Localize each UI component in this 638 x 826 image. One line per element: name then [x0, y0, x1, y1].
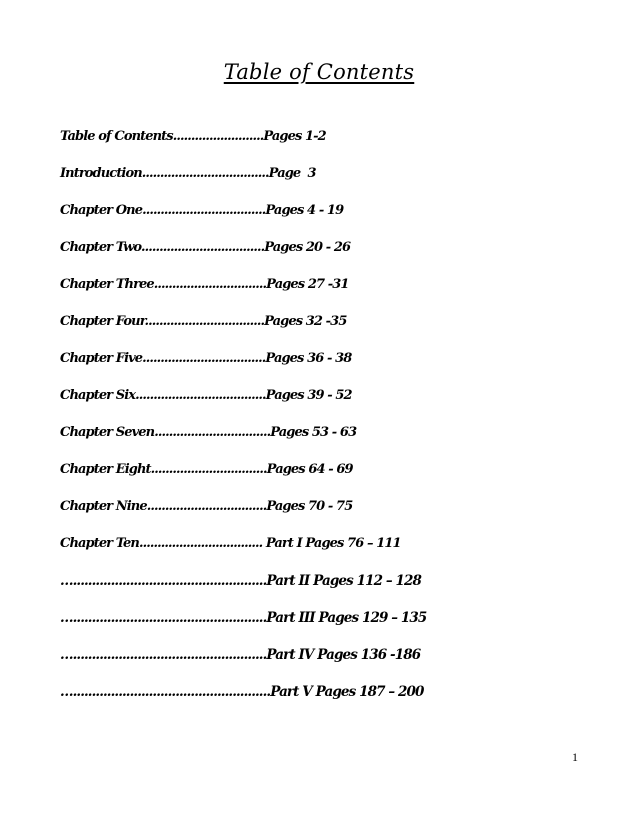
toc-entry-chapter-six: Chapter Six....................................Pages 39 - 52	[60, 388, 352, 403]
toc-entry-introduction: Introduction...................................Page 3	[60, 166, 316, 181]
toc-entry-chapter-seven: Chapter Seven................................Pages 53 - 63	[60, 425, 357, 440]
toc-entry-chapter-eight: Chapter Eight................................Pages 64 - 69	[60, 462, 353, 477]
toc-entry-chapter-nine: Chapter Nine.................................Pages 70 - 75	[60, 499, 353, 514]
toc-entry-chapter-four: Chapter Four.................................Pages 32 -35	[60, 314, 347, 329]
toc-entry-chapter-two: Chapter Two..................................Pages 20 - 26	[60, 240, 351, 255]
table-of-contents-list	[60, 128, 580, 720]
toc-entry-chapter-one: Chapter One..................................Pages 4 - 19	[60, 203, 344, 218]
toc-entry-chapter-ten: Chapter Ten.................................. Part I Pages 76 – 111	[60, 536, 401, 551]
page-number: 1	[572, 750, 578, 764]
toc-entry-chapter-five: Chapter Five..................................Pages 36 - 38	[60, 351, 352, 366]
toc-entry-chapter-three: Chapter Three...............................Pages 27 -31	[60, 277, 349, 292]
toc-entry-part-three: …...................................................Part III Pages 129 – 135	[60, 610, 427, 626]
toc-entry-part-four: …...................................................Part IV Pages 136 -186	[60, 647, 421, 663]
page-title: Table of Contents	[223, 60, 415, 84]
toc-entry-part-two: …...................................................Part II Pages 112 – 128	[60, 573, 421, 589]
toc-entry-part-five: …....................................................Part V Pages 187 – 200	[60, 684, 424, 700]
toc-entry-table-of-contents: Table of Contents.........................Pages 1-2	[60, 129, 326, 144]
